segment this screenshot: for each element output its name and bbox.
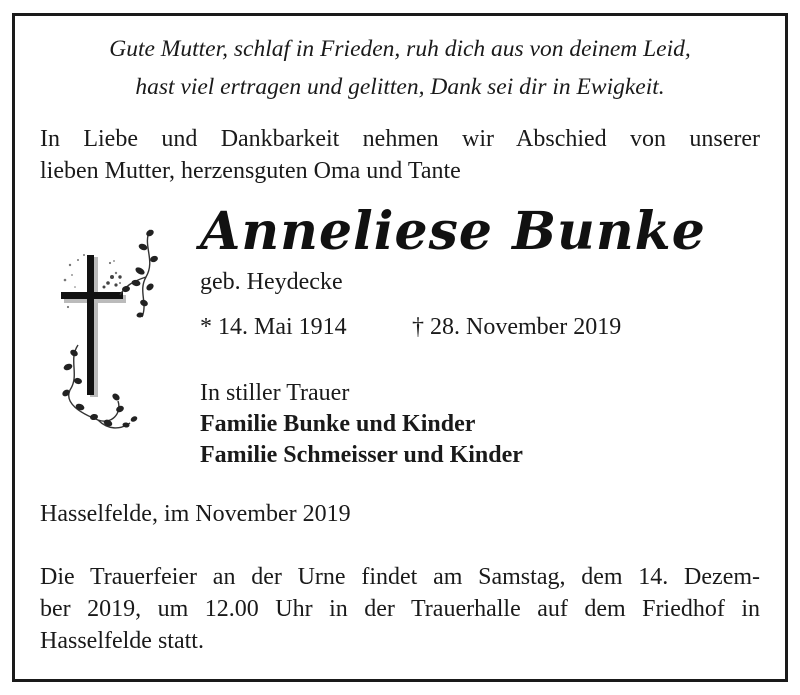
ceremony-line-3: Hasselfelde statt. [40,628,204,654]
motto-line-2: hast viel ertragen und gelitten, Dank sei dir in Ewigkeit. [135,74,665,100]
ceremony-info [40,561,760,657]
mourners-heading: In stiller Trauer [200,380,350,406]
intro-line-1: In Liebe und Dankbarkeit nehmen wir Abschied von unserer [40,126,760,152]
motto-verse [20,30,780,106]
motto-line-1: Gute Mutter, schlaf in Frieden, ruh dich aus von deinem Leid, [109,36,691,62]
intro-line-2: lieben Mutter, herzensguten Oma und Tante [40,158,461,184]
mourner-family-1: Familie Bunke und Kinder [200,411,476,437]
intro-text [40,123,760,187]
mourners-block [200,378,523,471]
death-date: † 28. November 2019 [412,314,622,340]
cross-with-ivy-icon [50,225,180,435]
mourner-family-2: Familie Schmeisser und Kinder [200,442,523,468]
place-and-date: Hasselfelde, im November 2019 [40,501,351,527]
life-dates [200,312,622,342]
maiden-name: geb. Heydecke [200,269,343,295]
birth-date: * 14. Mai 1914 [200,314,347,340]
deceased-name: Anneliese Bunke [200,201,706,262]
ceremony-line-1: Die Trauerfeier an der Urne findet am Samstag, dem 14. Dezem- [40,564,760,590]
ceremony-line-2: ber 2019, um 12.00 Uhr in der Trauerhalle auf dem Friedhof in [40,596,760,622]
